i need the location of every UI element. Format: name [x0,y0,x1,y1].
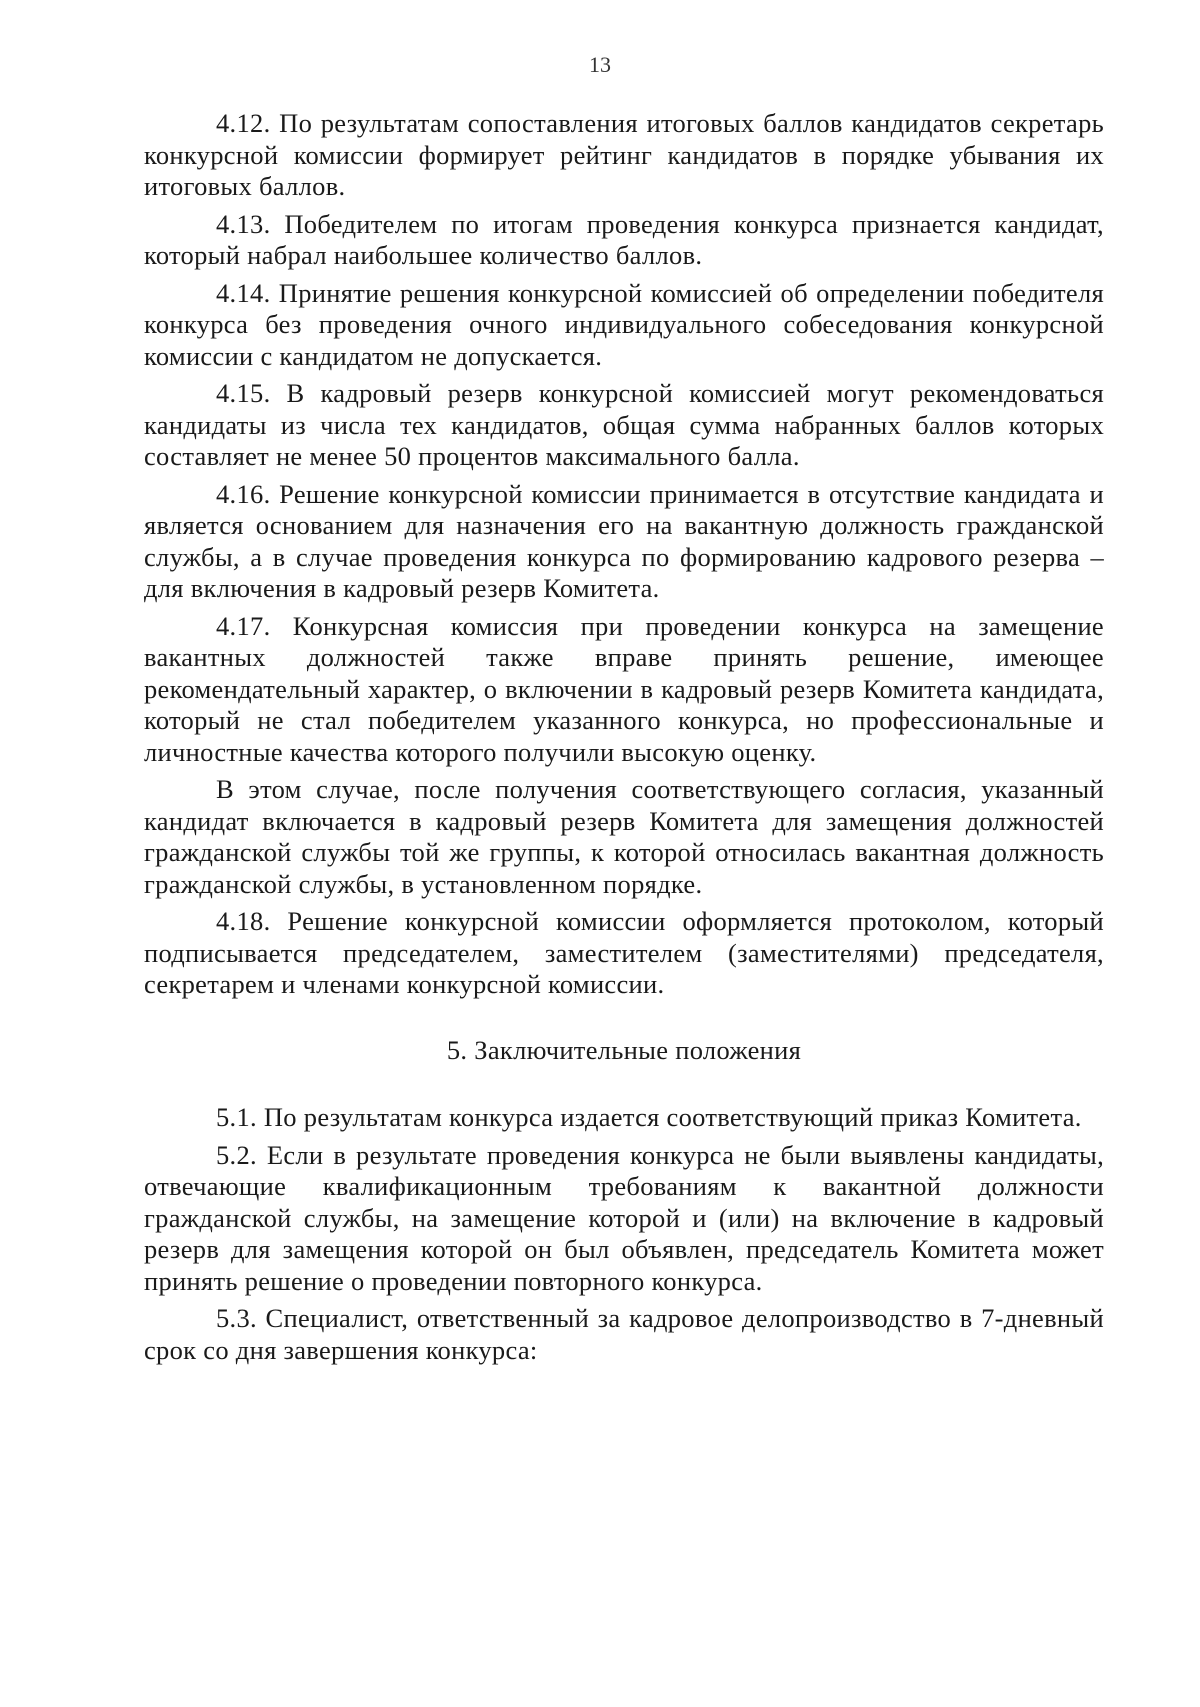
paragraph-5-2: 5.2. Если в результате проведения конкурса не были выявлены кандидаты, отвечающие квалификационным требованиям к вакантной должности гражданской службы, на замещение которой и (или) на включение в кадровый резерв для замещения которой он был объявлен, председатель Комитета может принять решение о проведении повторного конкурса. [144,1139,1104,1296]
paragraph-5-1: 5.1. По результатам конкурса издается соответствующий приказ Комитета. [216,1102,1082,1132]
paragraph-4-12: 4.12. По результатам сопоставления итоговых баллов кандидатов секретарь конкурсной комиссии формирует рейтинг кандидатов в порядке убывания их итоговых баллов. [144,108,1104,201]
paragraph-4-18: 4.18. Решение конкурсной комиссии оформляется протоколом, который подписывается председателем, заместителем (заместителями) председателя, секретарем и членами конкурсной комиссии. [144,906,1104,999]
paragraph-4-15: 4.15. В кадровый резерв конкурсной комиссией могут рекомендоваться кандидаты из числа тех кандидатов, общая сумма набранных баллов которых составляет не менее 50 процентов максимального балла. [144,378,1104,471]
paragraph-4-16: 4.16. Решение конкурсной комиссии принимается в отсутствие кандидата и является основанием для назначения его на вакантную должность гражданской службы, а в случае проведения конкурса по формированию кадрового резерва – для включения в кадровый резерв Комитета. [144,478,1104,603]
paragraph-4-17-continued: В этом случае, после получения соответствующего согласия, указанный кандидат включается в кадровый резерв Комитета для замещения должностей гражданской службы той же группы, к которой относилась вакантная должность гражданской службы, в установленном порядке. [144,774,1104,899]
page-number: 13 [589,52,611,77]
paragraph-4-14: 4.14. Принятие решения конкурсной комиссией об определении победителя конкурса без проведения очного индивидуального собеседования конкурсной комиссии с кандидатом не допускается. [144,277,1104,371]
section-5-heading: 5. Заключительные положения [446,1034,802,1065]
document-body [144,108,1104,1372]
paragraph-5-3: 5.3. Специалист, ответственный за кадровое делопроизводство в 7-дневный срок со дня завершения конкурса: [144,1303,1104,1365]
paragraph-4-13: 4.13. Победителем по итогам проведения конкурса признается кандидат, который набрал наибольшее количество баллов. [144,208,1104,270]
paragraph-4-17: 4.17. Конкурсная комиссия при проведении конкурса на замещение вакантных должностей также вправе принять решение, имеющее рекомендательный характер, о включении в кадровый резерв Комитета кандидата, который не стал победителем указанного конкурса, но профессиональные и личностные качества которого получили высокую оценку. [144,610,1104,767]
